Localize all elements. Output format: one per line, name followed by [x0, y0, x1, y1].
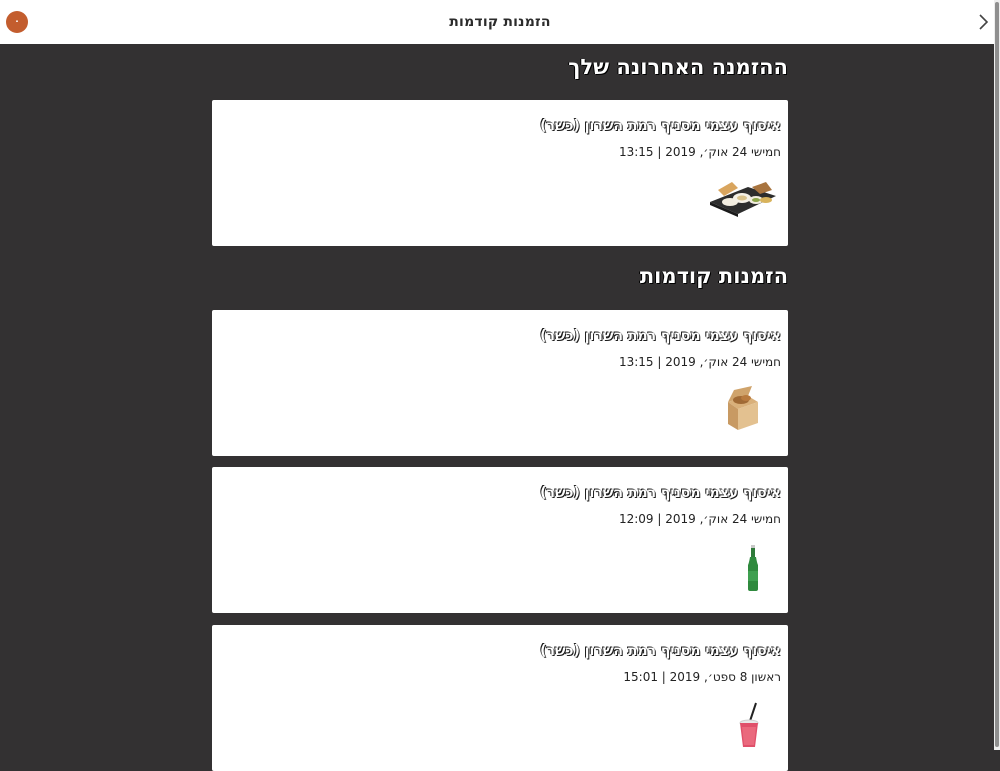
back-icon[interactable] — [974, 10, 994, 34]
page-title: הזמנות קודמות — [449, 14, 551, 30]
bottle-icon — [708, 545, 778, 615]
order-date: ראשון 8 ספט׳, 2019 | 15:01 — [623, 670, 781, 684]
previous-order-card[interactable] — [212, 310, 788, 456]
order-branch-name: איסוף עצמי מסניף רמת השרון (כשר) — [540, 643, 781, 659]
latest-order-card[interactable] — [212, 100, 788, 246]
drink-cup-icon — [708, 701, 778, 771]
box-icon — [708, 382, 778, 452]
order-date: חמישי 24 אוק׳, 2019 | 13:15 — [618, 355, 781, 369]
platter-icon — [708, 172, 778, 242]
top-bar — [0, 0, 1000, 44]
latest-order-heading: ההזמנה האחרונה שלך — [568, 55, 788, 79]
cart-badge[interactable]: ۰ — [6, 11, 28, 33]
previous-order-card[interactable] — [212, 467, 788, 613]
previous-orders-heading: הזמנות קודמות — [639, 264, 788, 288]
order-date: חמישי 24 אוק׳, 2019 | 13:15 — [618, 145, 781, 159]
order-branch-name: איסוף עצמי מסניף רמת השרון (כשר) — [540, 328, 781, 344]
previous-order-card[interactable] — [212, 625, 788, 771]
order-branch-name: איסוף עצמי מסניף רמת השרון (כשר) — [540, 485, 781, 501]
scrollbar[interactable] — [994, 0, 1000, 750]
order-date: חמישי 24 אוק׳, 2019 | 12:09 — [618, 512, 781, 526]
scrollbar-thumb[interactable] — [995, 2, 999, 747]
order-branch-name: איסוף עצמי מסניף רמת השרון (כשר) — [540, 118, 781, 134]
